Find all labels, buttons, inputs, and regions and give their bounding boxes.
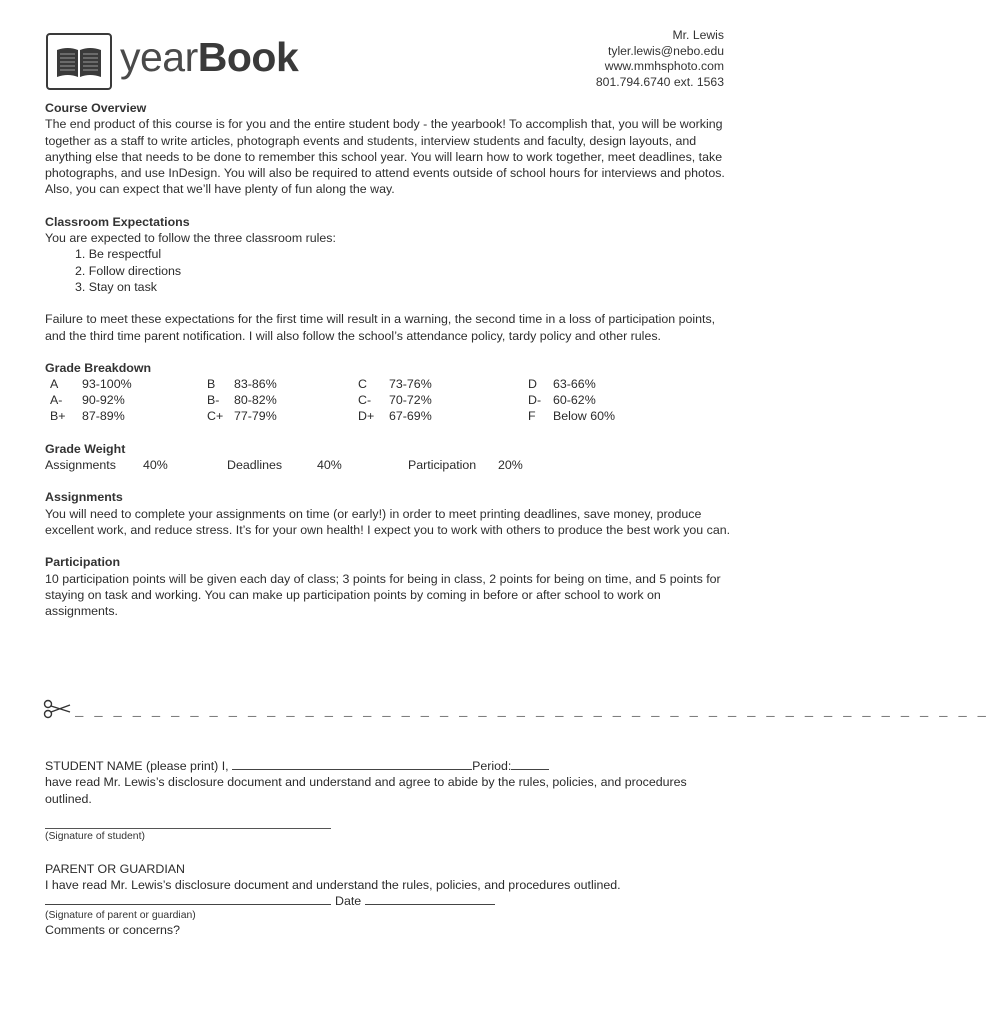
grade-range: 67-69% xyxy=(389,409,432,424)
teacher-name: Mr. Lewis xyxy=(672,28,724,42)
grade-letter: C- xyxy=(358,393,372,408)
student-signature-caption: (Signature of student) xyxy=(45,830,145,842)
rule-item: 2. Follow directions xyxy=(75,263,182,278)
course-overview-text: The end product of this course is for you and the entire student body - the yearbook! To accomplish that, you will be working together as a staff to write articles, photograph events and students, interview students and faculty, design layouts, and anything else that needs to be done to remember this school year. You will learn how to work together, meet deadlines, take photographs, and use InDesign. You will also be required to attend events outside of school hours for interviews and photos. Also, you can expect that we’ll have plenty of fun along the way. xyxy=(45,117,725,197)
open-book-icon xyxy=(54,44,104,80)
signature-form xyxy=(45,758,735,939)
date-label: Date xyxy=(335,894,362,909)
course-overview-heading: Course Overview xyxy=(45,101,147,115)
grade-letter: B- xyxy=(207,393,220,408)
date-field[interactable] xyxy=(365,893,495,905)
parent-signature-caption: (Signature of parent or guardian) xyxy=(45,910,196,922)
failure-text: Failure to meet these expectations for the first time will result in a warning, the second time in a loss of participation points, and the third time parent notification. I will also follow the school’s attendance policy, tardy policy and other rules. xyxy=(45,312,716,343)
grade-letter: D+ xyxy=(358,409,375,424)
grade-letter: C+ xyxy=(207,409,224,424)
classroom-expectations-heading: Classroom Expectations xyxy=(45,214,190,229)
student-signature-field[interactable] xyxy=(45,828,331,829)
teacher-email: tyler.lewis@nebo.edu xyxy=(607,43,724,58)
contact-block xyxy=(596,28,724,90)
grade-letter: B+ xyxy=(50,409,66,424)
student-statement: have read Mr. Lewis’s disclosure document and understand and agree to abide by the rules, policies, and procedures outlined. xyxy=(45,775,687,806)
parent-heading: PARENT OR GUARDIAN xyxy=(45,861,185,876)
participation-heading: Participation xyxy=(45,555,121,570)
student-name-field[interactable] xyxy=(232,758,472,770)
grade-range: 90-92% xyxy=(82,393,125,408)
weight-value: 40% xyxy=(143,458,168,473)
participation-text: 10 participation points will be given each day of class; 3 points for being in class, 2 points for being on time, and 5 points for staying on task and working. You can make up participation points by coming in before or after school to work on assignments. xyxy=(45,571,721,619)
grade-letter: A xyxy=(50,377,59,392)
grade-letter: D- xyxy=(528,393,542,408)
grade-weight-heading: Grade Weight xyxy=(45,442,126,457)
parent-statement: I have read Mr. Lewis’s disclosure document and understand the rules, policies, and procedures outlined. xyxy=(45,878,621,893)
grade-range: 73-76% xyxy=(389,377,432,392)
assignments-heading: Assignments xyxy=(45,490,123,505)
scissors-icon xyxy=(42,696,72,720)
logo-word-book: Book xyxy=(197,34,299,80)
weight-label: Assignments xyxy=(45,458,116,473)
teacher-phone: 801.794.6740 ext. 1563 xyxy=(595,74,724,89)
logo-word-year: year xyxy=(120,34,198,80)
weight-value: 20% xyxy=(498,458,523,473)
student-name-label: STUDENT NAME (please print) I, xyxy=(45,759,229,773)
rule-item: 3. Stay on task xyxy=(75,279,157,294)
yearbook-logo-icon xyxy=(46,33,112,90)
weight-label: Deadlines xyxy=(227,458,283,473)
grade-breakdown-heading: Grade Breakdown xyxy=(45,360,152,375)
grade-range: 70-72% xyxy=(389,393,432,408)
grade-range: 63-66% xyxy=(553,377,596,392)
grade-letter: A- xyxy=(50,393,63,408)
rule-item: 1. Be respectful xyxy=(75,247,162,262)
grade-range: 93-100% xyxy=(82,377,132,392)
comments-label: Comments or concerns? xyxy=(45,923,180,938)
parent-signature-field[interactable] xyxy=(45,893,331,905)
assignments-text: You will need to complete your assignments on time (or early!) in order to meet printing deadlines, save money, produce excellent work, and reduce stress. It’s for your own health! I expect you to work with others to produce the best work you can. xyxy=(45,506,731,538)
teacher-website: www.mmhsphoto.com xyxy=(604,59,724,74)
period-label: Period: xyxy=(472,759,512,773)
rules-list xyxy=(45,246,735,295)
cut-dashes: _ _ _ _ _ _ _ _ _ _ _ _ _ _ _ _ _ _ _ _ _ _ _ _ _ _ _ _ _ _ _ _ _ _ _ _ _ _ _ _ _ _ _ _ _ _ _ _ xyxy=(75,704,987,720)
grade-letter: F xyxy=(528,409,536,424)
expectations-intro: You are expected to follow the three classroom rules: xyxy=(45,231,336,246)
weight-label: Participation xyxy=(408,458,477,473)
grade-letter: D xyxy=(528,377,537,392)
grade-range: 87-89% xyxy=(82,409,125,424)
grade-range: 80-82% xyxy=(234,393,277,408)
parent-signature-row xyxy=(45,893,735,909)
grade-range: 83-86% xyxy=(234,377,277,392)
grade-letter: B xyxy=(207,377,216,392)
grade-range: 77-79% xyxy=(234,409,277,424)
grade-range: 60-62% xyxy=(553,393,596,408)
student-name-line xyxy=(45,758,735,774)
logo-wordmark xyxy=(120,34,298,80)
grade-weight-row xyxy=(45,457,735,473)
grade-range: Below 60% xyxy=(553,409,615,424)
weight-value: 40% xyxy=(317,458,342,473)
period-field[interactable] xyxy=(511,758,549,770)
grade-breakdown-table xyxy=(45,376,735,425)
grade-letter: C xyxy=(358,377,367,392)
disclosure-content xyxy=(45,100,735,620)
